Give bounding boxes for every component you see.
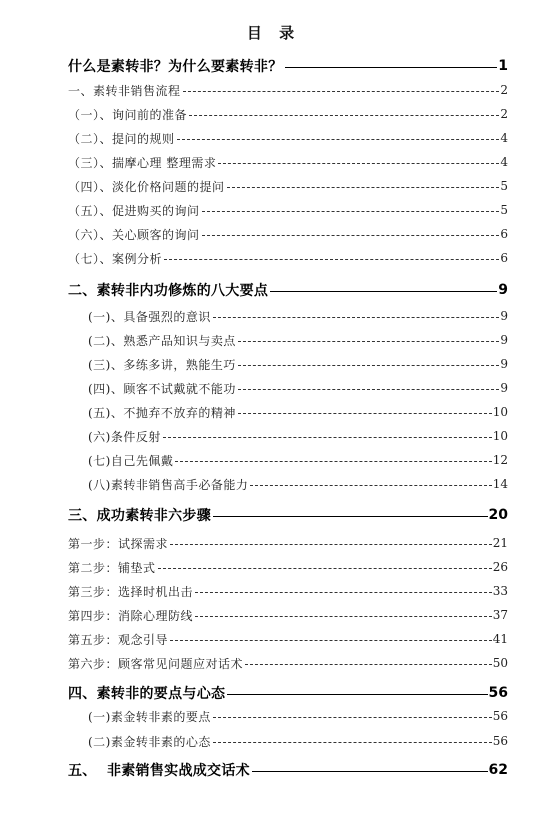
toc-entry-label: (三)、多练多讲，熟能生巧 [88,357,236,372]
toc-entry [88,706,508,726]
toc-entry [88,402,508,422]
toc-entry-label: (八)素转非销售高手必备能力 [88,477,249,492]
toc-leader [213,717,492,718]
toc-page-number: 9 [500,357,508,371]
toc-entry [68,128,508,148]
toc-leader [175,461,491,462]
toc-page-number: 4 [500,131,508,145]
toc-entry-label: （二）、提问的规则 [68,131,175,146]
toc-page-number: 62 [488,762,508,778]
toc-leader [170,640,492,641]
toc-page-number: 10 [492,405,508,419]
toc-page-number: 33 [492,584,508,598]
toc-leader [213,516,488,517]
toc-page-number: 14 [492,477,508,491]
toc-leader [238,389,499,390]
toc-page-number: 9 [498,282,508,298]
toc-page-number: 20 [488,507,508,523]
toc-entry [68,200,508,220]
toc-page-number: 2 [500,83,508,97]
toc-page-number: 9 [500,309,508,323]
toc-leader [227,694,487,695]
toc-page-number: 6 [500,227,508,241]
toc-entry [68,104,508,124]
toc-entry-label: (一)素金转非素的要点 [88,709,211,724]
toc-page-number: 12 [492,453,508,467]
toc-leader [250,485,491,486]
toc-entry-label: 第六步：顾客常见问题应对话术 [68,656,244,671]
toc-page-number: 56 [492,734,508,748]
toc-leader [177,139,500,140]
toc-leader [183,91,500,92]
toc-leader [164,259,499,260]
toc-entry-label: （五）、促进购买的询问 [68,203,200,218]
toc-page-number: 9 [500,333,508,347]
toc-entry [68,533,508,553]
toc-entry [68,152,508,172]
toc-entry-label: (二)、熟悉产品知识与卖点 [88,333,236,348]
toc-leader [245,664,492,665]
toc-leader [158,568,492,569]
toc-entry-label: （六）、关心顾客的询问 [68,227,200,242]
toc-entry-label: (七)自己先佩戴 [88,453,174,468]
toc-page-number: 56 [492,709,508,723]
toc-entry-label: （一）、询问前的准备 [68,107,188,122]
toc-heading [68,56,508,76]
toc-leader [238,341,499,342]
toc-page-number: 37 [492,608,508,622]
toc-entry-label: 三、成功素转非六步骤 [68,508,211,524]
toc-entry-label: (二)素金转非素的心态 [88,734,211,749]
toc-leader [238,365,499,366]
toc-leader [227,187,500,188]
toc-page-number: 21 [492,536,508,550]
toc-leader [202,235,500,236]
toc-leader [163,437,492,438]
toc-entry [68,605,508,625]
toc-page-number: 2 [500,107,508,121]
toc-entry [88,330,508,350]
toc-page-number: 4 [500,155,508,169]
toc-entry-label: 一、素转非销售流程 [68,83,181,98]
toc-leader [218,163,499,164]
toc-entry-label: 第五步：观念引导 [68,632,169,647]
toc-leader [270,291,497,292]
toc-leader [170,544,492,545]
toc-entry-label: (四)、顾客不试戴就不能功 [88,381,236,396]
toc-entry-label: （四）、淡化价格问题的提问 [68,179,225,194]
toc-entry [68,629,508,649]
toc-entry-label: （七）、案例分析 [68,251,163,266]
toc-heading [68,280,508,300]
toc-page-number: 26 [492,560,508,574]
toc-entry [88,354,508,374]
toc-page-number: 5 [500,179,508,193]
toc-leader [285,67,498,68]
toc-page-number: 9 [500,381,508,395]
toc-entry [68,80,508,100]
toc-entry-label: (五)、不抛弃不放弃的精神 [88,405,236,420]
toc-entry [68,557,508,577]
toc-entry-label: 二、素转非内功修炼的八大要点 [68,283,269,299]
toc-page-number: 56 [488,685,508,701]
toc-entry [68,224,508,244]
toc-entry-label: （三）、揣摩心理 整理需求 [68,155,217,170]
toc-entry [88,378,508,398]
toc-leader [189,115,499,116]
toc-entry-label: 第二步：铺垫式 [68,560,156,575]
toc-page-number: 50 [492,656,508,670]
toc-title: 目 录 [246,24,301,42]
toc-entry [88,426,508,446]
toc-heading [68,760,508,780]
toc-entry-label: 五、 非素销售实战成交话术 [68,763,250,779]
toc-entry [88,731,508,751]
toc-entry [68,176,508,196]
toc-page-number: 6 [500,251,508,265]
toc-leader [213,317,499,318]
toc-heading [68,505,508,525]
toc-entry [88,450,508,470]
toc-leader [238,413,492,414]
toc-entry-label: 四、素转非的要点与心态 [68,686,226,702]
toc-entry-label: 第三步：选择时机出击 [68,584,194,599]
toc-leader [252,771,488,772]
toc-entry-label: (六)条件反射 [88,429,161,444]
toc-leader [195,592,492,593]
toc-entry [68,653,508,673]
toc-entry [88,306,508,326]
toc-page-number: 41 [492,632,508,646]
toc-page-number: 5 [500,203,508,217]
toc-leader [202,211,500,212]
toc-entry-label: 什么是素转非？为什么要素转非？ [68,59,283,75]
toc-page-number: 1 [498,58,508,74]
toc-page-number: 10 [492,429,508,443]
toc-leader [213,742,492,743]
toc-leader [195,616,492,617]
toc-heading [68,683,508,703]
toc-entry [68,581,508,601]
toc-entry-label: 第一步：试探需求 [68,536,169,551]
toc-entry-label: 第四步：消除心理防线 [68,608,194,623]
toc-entry [68,248,508,268]
toc-entry-label: (一)、具备强烈的意识 [88,309,211,324]
toc-entry [88,474,508,494]
